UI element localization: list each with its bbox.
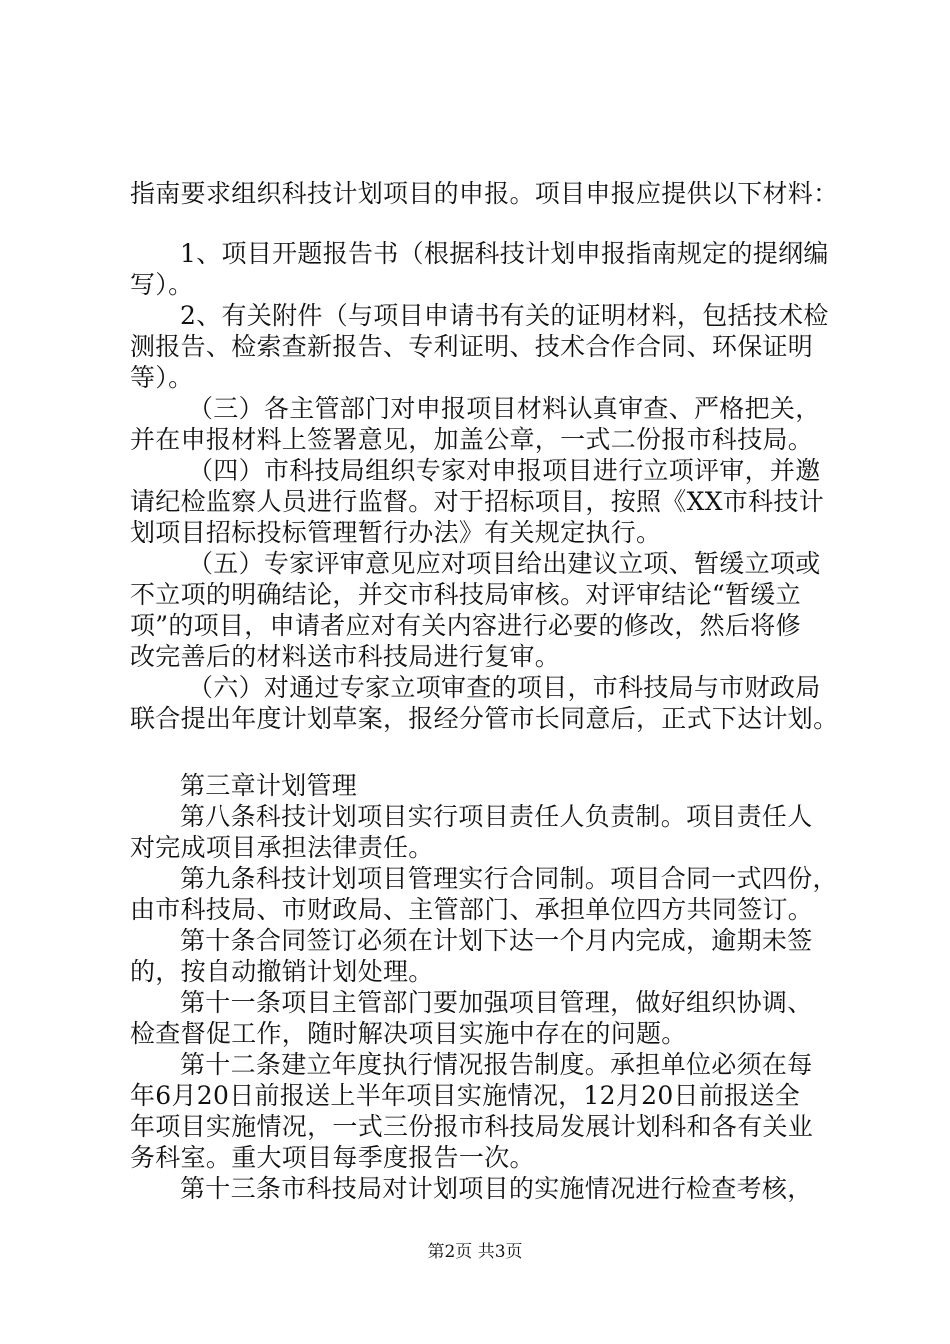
paragraph-line: 2、有关附件（与项目申请书有关的证明材料，包括技术检 [180, 301, 829, 330]
paragraph-line: 年6月20日前报送上半年项目实施情况，12月20日前报送全 [130, 1081, 801, 1110]
chapter-heading: 第三章计划管理 [180, 771, 358, 800]
paragraph-line: 的，按自动撤销计划处理。 [130, 957, 434, 986]
paragraph-line: 第十二条建立年度执行情况报告制度。承担单位必须在每 [180, 1050, 813, 1079]
paragraph-line: 等）。 [130, 363, 194, 392]
page-footer: 第2页 共3页 [427, 1242, 523, 1262]
paragraph-line: 请纪检监察人员进行监督。对于招标项目，按照《XX市科技计 [130, 487, 824, 516]
paragraph-line: 年项目实施情况，一式三份报市科技局发展计划科和各有关业 [130, 1112, 814, 1141]
paragraph-line: （五）专家评审意见应对项目给出建议立项、暂缓立项或 [188, 549, 821, 578]
paragraph-line: 测报告、检索查新报告、专利证明、技术合作合同、环保证明 [130, 332, 814, 361]
paragraph-line: 检查督促工作，随时解决项目实施中存在的问题。 [130, 1019, 687, 1048]
paragraph-line: 改完善后的材料送市科技局进行复审。 [130, 642, 561, 671]
paragraph-line: 对完成项目承担法律责任。 [130, 833, 434, 862]
paragraph-line: 划项目招标投标管理暂行办法》有关规定执行。 [130, 518, 662, 547]
paragraph-line: 务科室。重大项目每季度报告一次。 [130, 1143, 535, 1172]
paragraph-line: 联合提出年度计划草案，报经分管市长同意后，正式下达计划。 [130, 704, 839, 733]
paragraph-line: 第十条合同签订必须在计划下达一个月内完成，逾期未签 [180, 926, 813, 955]
paragraph-line: 1、项目开题报告书（根据科技计划申报指南规定的提纲编 [180, 239, 829, 268]
paragraph-line: 指南要求组织科技计划项目的申报。项目申报应提供以下材料： [130, 179, 839, 208]
paragraph-line: 写）。 [130, 270, 194, 299]
paragraph-line: 第九条科技计划项目管理实行合同制。项目合同一式四份， [180, 864, 838, 893]
paragraph-line: 不立项的明确结论，并交市科技局审核。对评审结论“暂缓立 [130, 580, 801, 609]
paragraph-line: 第八条科技计划项目实行项目责任人负责制。项目责任人 [180, 802, 813, 831]
paragraph-line: 第十三条市科技局对计划项目的实施情况进行检查考核， [180, 1174, 813, 1203]
paragraph-line: （三）各主管部门对申报项目材料认真审查、严格把关， [188, 394, 821, 423]
document-body [130, 178, 839, 1204]
paragraph-line: 由市科技局、市财政局、主管部门、承担单位四方共同签订。 [130, 895, 814, 924]
paragraph-line: （六）对通过专家立项审查的项目，市科技局与市财政局 [188, 673, 821, 702]
paragraph-line: 项”的项目，申请者应对有关内容进行必要的修改，然后将修 [130, 611, 801, 640]
paragraph-line: 并在申报材料上签署意见，加盖公章，一式二份报市科技局。 [130, 425, 814, 454]
paragraph-line: 第十一条项目主管部门要加强项目管理，做好组织协调、 [180, 988, 813, 1017]
paragraph-line: （四）市科技局组织专家对申报项目进行立项评审，并邀 [188, 456, 821, 485]
